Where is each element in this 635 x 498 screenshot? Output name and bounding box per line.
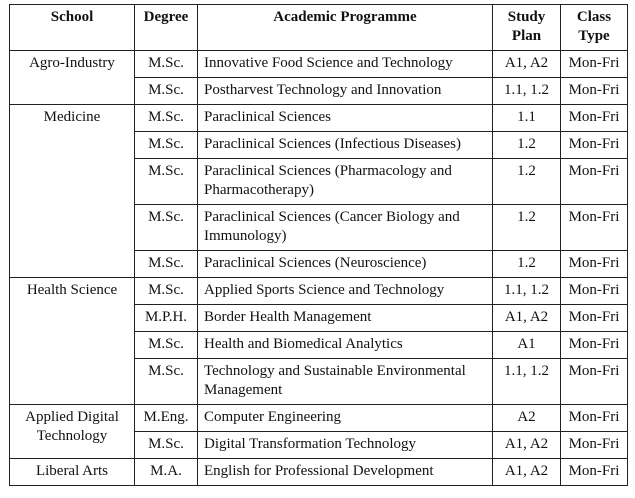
class-type-cell: Mon-Fri xyxy=(561,251,628,278)
study-plan-cell: 1.2 xyxy=(493,159,561,205)
study-plan-cell: A2 xyxy=(493,405,561,432)
degree-cell: M.Sc. xyxy=(135,78,198,105)
degree-cell: M.Sc. xyxy=(135,332,198,359)
programme-table xyxy=(9,4,628,486)
degree-cell: M.Sc. xyxy=(135,105,198,132)
study-plan-cell: A1 xyxy=(493,332,561,359)
study-plan-cell: A1, A2 xyxy=(493,459,561,486)
table-row xyxy=(10,405,628,432)
programme-cell: Paraclinical Sciences (Infectious Diseases) xyxy=(198,132,493,159)
class-type-cell: Mon-Fri xyxy=(561,459,628,486)
study-plan-cell: 1.2 xyxy=(493,205,561,251)
degree-cell: M.Sc. xyxy=(135,205,198,251)
study-plan-cell: A1, A2 xyxy=(493,51,561,78)
degree-cell: M.Sc. xyxy=(135,432,198,459)
class-type-cell: Mon-Fri xyxy=(561,205,628,251)
degree-cell: M.Sc. xyxy=(135,278,198,305)
class-type-cell: Mon-Fri xyxy=(561,78,628,105)
programme-cell: Paraclinical Sciences (Pharmacology and Pharmacotherapy) xyxy=(198,159,493,205)
school-cell: Agro-Industry xyxy=(10,51,135,105)
class-type-cell: Mon-Fri xyxy=(561,159,628,205)
header-school: School xyxy=(10,5,135,51)
school-cell: Medicine xyxy=(10,105,135,278)
programme-cell: Innovative Food Science and Technology xyxy=(198,51,493,78)
class-type-cell: Mon-Fri xyxy=(561,332,628,359)
degree-cell: M.Sc. xyxy=(135,359,198,405)
class-type-cell: Mon-Fri xyxy=(561,51,628,78)
header-row xyxy=(10,5,628,51)
programme-cell: Paraclinical Sciences (Neuroscience) xyxy=(198,251,493,278)
class-type-cell: Mon-Fri xyxy=(561,132,628,159)
class-type-cell: Mon-Fri xyxy=(561,432,628,459)
programme-cell: Digital Transformation Technology xyxy=(198,432,493,459)
programme-cell: Applied Sports Science and Technology xyxy=(198,278,493,305)
programme-cell: Paraclinical Sciences xyxy=(198,105,493,132)
study-plan-cell: 1.1, 1.2 xyxy=(493,78,561,105)
degree-cell: M.A. xyxy=(135,459,198,486)
table-row xyxy=(10,278,628,305)
programme-cell: Paraclinical Sciences (Cancer Biology and Immunology) xyxy=(198,205,493,251)
header-class-type: Class Type xyxy=(561,5,628,51)
degree-cell: M.Eng. xyxy=(135,405,198,432)
programme-cell: Border Health Management xyxy=(198,305,493,332)
header-study-plan: Study Plan xyxy=(493,5,561,51)
table-row xyxy=(10,459,628,486)
degree-cell: M.Sc. xyxy=(135,251,198,278)
degree-cell: M.Sc. xyxy=(135,159,198,205)
study-plan-cell: A1, A2 xyxy=(493,432,561,459)
degree-cell: M.Sc. xyxy=(135,51,198,78)
table-row xyxy=(10,51,628,78)
study-plan-cell: A1, A2 xyxy=(493,305,561,332)
school-cell: Applied Digital Technology xyxy=(10,405,135,459)
class-type-cell: Mon-Fri xyxy=(561,105,628,132)
school-cell: Liberal Arts xyxy=(10,459,135,486)
table-row xyxy=(10,105,628,132)
programme-cell: Computer Engineering xyxy=(198,405,493,432)
header-degree: Degree xyxy=(135,5,198,51)
degree-cell: M.Sc. xyxy=(135,132,198,159)
programme-cell: Postharvest Technology and Innovation xyxy=(198,78,493,105)
study-plan-cell: 1.1, 1.2 xyxy=(493,278,561,305)
class-type-cell: Mon-Fri xyxy=(561,305,628,332)
header-programme: Academic Programme xyxy=(198,5,493,51)
degree-cell: M.P.H. xyxy=(135,305,198,332)
programme-cell: Health and Biomedical Analytics xyxy=(198,332,493,359)
class-type-cell: Mon-Fri xyxy=(561,405,628,432)
programme-cell: Technology and Sustainable Environmental Management xyxy=(198,359,493,405)
study-plan-cell: 1.1, 1.2 xyxy=(493,359,561,405)
school-cell: Health Science xyxy=(10,278,135,405)
class-type-cell: Mon-Fri xyxy=(561,278,628,305)
class-type-cell: Mon-Fri xyxy=(561,359,628,405)
study-plan-cell: 1.2 xyxy=(493,251,561,278)
programme-cell: English for Professional Development xyxy=(198,459,493,486)
study-plan-cell: 1.1 xyxy=(493,105,561,132)
study-plan-cell: 1.2 xyxy=(493,132,561,159)
